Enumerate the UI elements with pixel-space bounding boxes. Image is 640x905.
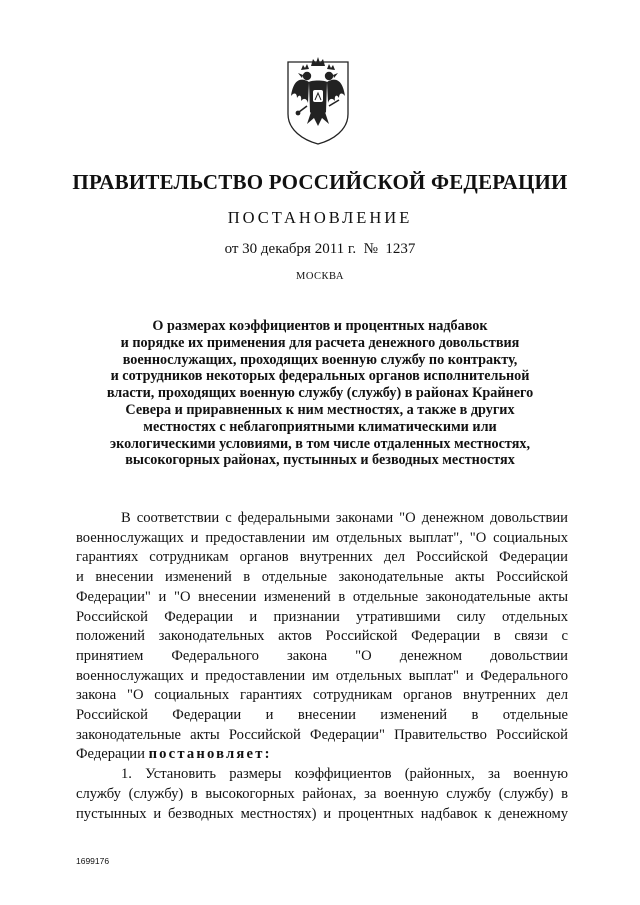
resolution-keyword: постановляет: bbox=[148, 746, 272, 763]
document-body bbox=[76, 509, 568, 824]
document-date-number: от 30 декабря 2011 г. № 1237 bbox=[224, 241, 416, 257]
subject-line: Севера и приравненных к ним местностях, а также в других bbox=[125, 401, 515, 418]
subject-line: военнослужащих, проходящих военную службу по контракту, bbox=[122, 351, 518, 368]
subject-line: экологическими условиями, в том числе отдаленных местностях, bbox=[109, 435, 531, 452]
body-line: гарантиях сотрудникам органов внутренних дел Российской Федерации bbox=[76, 549, 568, 566]
body-line: законодательные акты Российской Федерации" Правительство Российской bbox=[76, 726, 568, 743]
subject-line: и сотрудников некоторых федеральных органов исполнительной bbox=[110, 368, 530, 385]
body-line: В соответствии с федеральными законами "О денежном довольствии bbox=[121, 510, 568, 526]
body-line: положений законодательных актов Российской Федерации в связи с bbox=[76, 628, 568, 645]
subject-line: и порядке их применения для расчета денежного довольствия bbox=[120, 334, 520, 351]
body-line: пустынных и безводных местностях) и процентных надбавок к денежному bbox=[76, 805, 568, 822]
document-subject bbox=[60, 318, 580, 469]
government-title: ПРАВИТЕЛЬСТВО РОССИЙСКОЙ ФЕДЕРАЦИИ bbox=[72, 170, 568, 194]
subject-line: власти, проходящих военную службу (службу) в районах Крайнего bbox=[106, 385, 534, 402]
body-final-prefix: Федерации bbox=[76, 746, 149, 763]
body-line: Федерации" и "О внесении изменений в отдельные законодательные акты bbox=[76, 588, 568, 605]
body-line: Российской Федерации и признании утратившими силу отдельных bbox=[76, 608, 568, 625]
body-line: службу (службу) в высокогорных районах, за военную службу (службу) в bbox=[76, 785, 568, 802]
document-city: МОСКВА bbox=[296, 271, 344, 282]
russian-coat-of-arms-icon bbox=[285, 52, 351, 146]
subject-line: высокогорных районах, пустынных и безводных местностях bbox=[125, 452, 515, 469]
body-line: и внесении изменений в отдельные законодательные акты Российской bbox=[76, 569, 568, 586]
body-line: Российской Федерации и внесении изменений в отдельные bbox=[76, 707, 568, 724]
body-line: военнослужащих и предоставлении им отдельных выплат", "О социальных bbox=[76, 529, 568, 546]
subject-line: О размерах коэффициентов и процентных надбавок bbox=[152, 318, 488, 334]
document-type: ПОСТАНОВЛЕНИЕ bbox=[227, 208, 413, 227]
body-line: закона "О социальных гарантиях сотрудникам органов внутренних дел bbox=[76, 687, 568, 704]
document-code: 1699176 bbox=[76, 856, 110, 866]
body-line: 1. Установить размеры коэффициентов (районных, за военную bbox=[121, 766, 568, 783]
body-line-final bbox=[76, 745, 568, 765]
body-line: принятием Федерального закона "О денежном довольствии bbox=[76, 647, 568, 664]
body-line: военнослужащих и предоставлении им отдельных выплат" и Федерального bbox=[76, 667, 568, 684]
subject-line: местностях с неблагоприятными климатическими или bbox=[143, 418, 497, 435]
